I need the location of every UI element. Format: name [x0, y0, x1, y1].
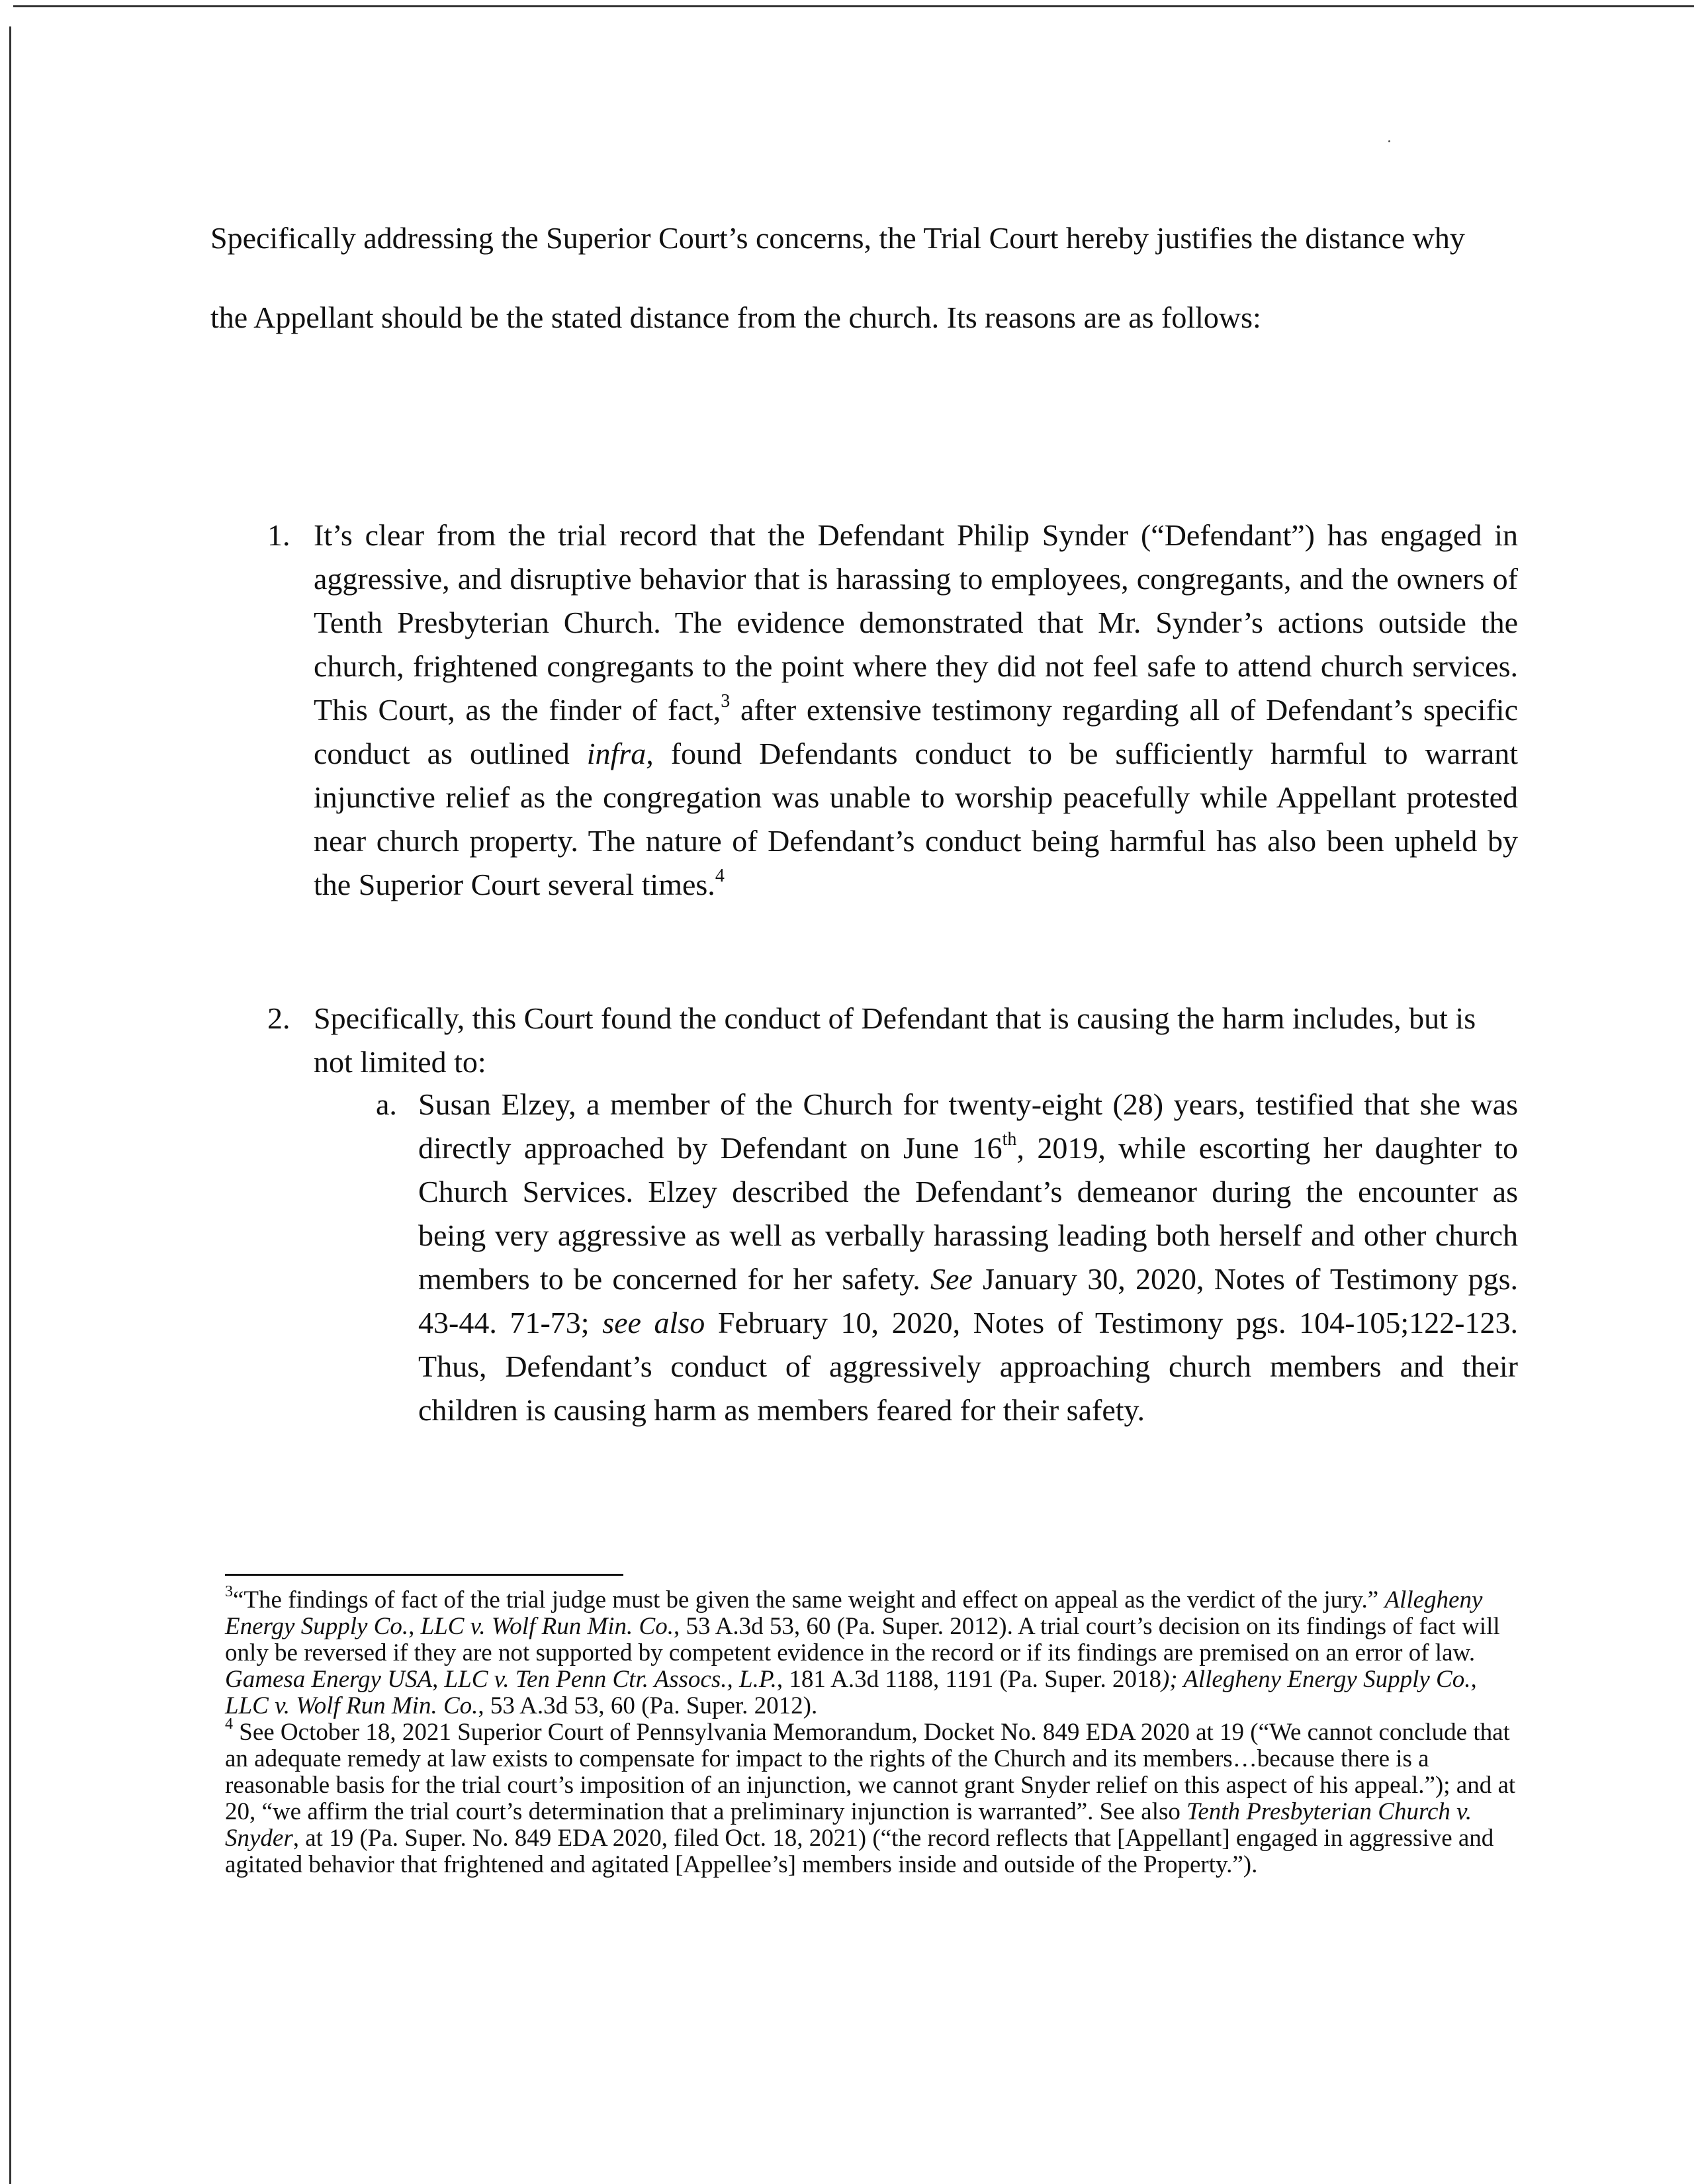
- item-1-number: 1.: [267, 518, 290, 552]
- footnote-ref-3[interactable]: 3: [721, 690, 731, 711]
- subitem-a-see-also: see also: [602, 1306, 705, 1340]
- footnote-ref-4[interactable]: 4: [715, 865, 725, 886]
- footnote-3-t4: , 53 A.3d 53, 60 (Pa. Super. 2012).: [478, 1692, 818, 1719]
- footnote-3-t2: , 53 A.3d 53, 60 (Pa. Super. 2012). A trial court’s decision on its findings of fact will only be reversed if they are not supported by competent evidence in the record or if its findings are premised on an error of law.: [225, 1613, 1500, 1666]
- footnote-4-t2: , at 19 (Pa. Super. No. 849 EDA 2020, filed Oct. 18, 2021) (“the record reflects that [Appellant] engaged in aggressive and agitated behavior that frightened and agitated [Appellee’s] members inside and outside of the Property.”).: [225, 1825, 1494, 1878]
- footnote-3: [225, 1582, 1522, 1719]
- scan-edge-top: [13, 5, 1694, 7]
- item-1-text-a: It’s clear from the trial record that the Defendant Philip Synder (“Defendant”) has engaged in aggressive, and disruptive behavior that is harassing to employees, congregants, and the owners of Tenth Presbyterian Church. The evidence demonstrated that Mr. Synder’s actions outside the church, frightened congregants to the point where they did not feel safe to attend church services. This Court, as the finder of fact,: [314, 518, 1518, 727]
- item-1-text-b: after extensive testimony regarding all of Defendant’s specific conduct as outlined: [314, 693, 1518, 770]
- subitem-a-text-c: January 30, 2020, Notes of Testimony pgs. 43-44. 71-73;: [418, 1262, 1518, 1340]
- subitem-a-text-a: Susan Elzey, a member of the Church for twenty-eight (28) years, testified that she was directly approached by Defendant on June 16: [418, 1087, 1518, 1165]
- item-2-paragraph: Specifically, this Court found the conduct of Defendant that is causing the harm includes, but is not limited to:: [314, 1001, 1476, 1079]
- footnote-divider: [225, 1574, 623, 1576]
- footnotes: [225, 1582, 1522, 1878]
- footnote-4: [225, 1715, 1522, 1878]
- item-2-number: 2.: [267, 1001, 290, 1035]
- footnote-4-case-1: Tenth Presbyterian Church v. Snyder: [225, 1798, 1472, 1852]
- subitem-a-see: See: [930, 1262, 973, 1296]
- footnote-3-case-2: Gamesa Energy USA, LLC v. Ten Penn Ctr. Assocs., L.P.: [225, 1666, 777, 1693]
- footnote-3-case-1: Allegheny Energy Supply Co., LLC v. Wolf Run Min. Co.: [225, 1586, 1483, 1640]
- scan-edge-left: [9, 26, 11, 2184]
- footnote-3-t1: “The findings of fact of the trial judge must be given the same weight and effect on appeal as the verdict of the jury.”: [233, 1586, 1385, 1614]
- subitem-a-letter: a.: [376, 1087, 397, 1121]
- subitem-a-text-b: , 2019, while escorting her daughter to Church Services. Elzey described the Defendant’s demeanor during the encounter as being very aggressive as well as verbally harassing leading both herself and other church members to be concerned for her safety.: [418, 1131, 1518, 1296]
- footnote-3-mark: 3: [225, 1582, 233, 1600]
- subitem-a-paragraph: [418, 1083, 1518, 1432]
- intro-paragraph: Specifically addressing the Superior Court’s concerns, the Trial Court hereby justifies the distance why the Appellant should be the stated distance from the church. Its reasons are as follows:: [210, 221, 1465, 334]
- item-1-infra: infra,: [586, 737, 654, 770]
- subitem-a-text-d: February 10, 2020, Notes of Testimony pgs. 104-105;122-123. Thus, Defendant’s conduct of aggressively approaching church members and their children is causing harm as members feared for their safety.: [418, 1306, 1518, 1427]
- footnote-3-case-3: ); Allegheny Energy Supply Co., LLC v. Wolf Run Min. Co.: [225, 1666, 1477, 1719]
- footnote-4-t1: See October 18, 2021 Superior Court of Pennsylvania Memorandum, Docket No. 849 EDA 2020 at 19 (“We cannot conclude that an adequate remedy at law exists to compensate for impact to the rights of the Church and its members…because there is a reasonable basis for the trial court’s imposition of an injunction, we cannot grant Snyder relief on this aspect of his appeal.”); and at 20, “we affirm the trial court’s determination that a preliminary injunction is warranted”. See also: [225, 1719, 1516, 1825]
- item-1-paragraph: [314, 514, 1518, 907]
- scan-artifact-dot: [1388, 140, 1390, 142]
- footnote-3-t3: , 181 A.3d 1188, 1191 (Pa. Super. 2018: [776, 1666, 1161, 1693]
- item-1-text-c: found Defendants conduct to be sufficiently harmful to warrant injunctive relief as the congregation was unable to worship peacefully while Appellant protested near church property. The nature of Defendant’s conduct being harmful has also been upheld by the Superior Court several times.: [314, 737, 1518, 901]
- footnote-4-mark: 4: [225, 1715, 233, 1733]
- subitem-a-sup-th: th: [1002, 1128, 1017, 1150]
